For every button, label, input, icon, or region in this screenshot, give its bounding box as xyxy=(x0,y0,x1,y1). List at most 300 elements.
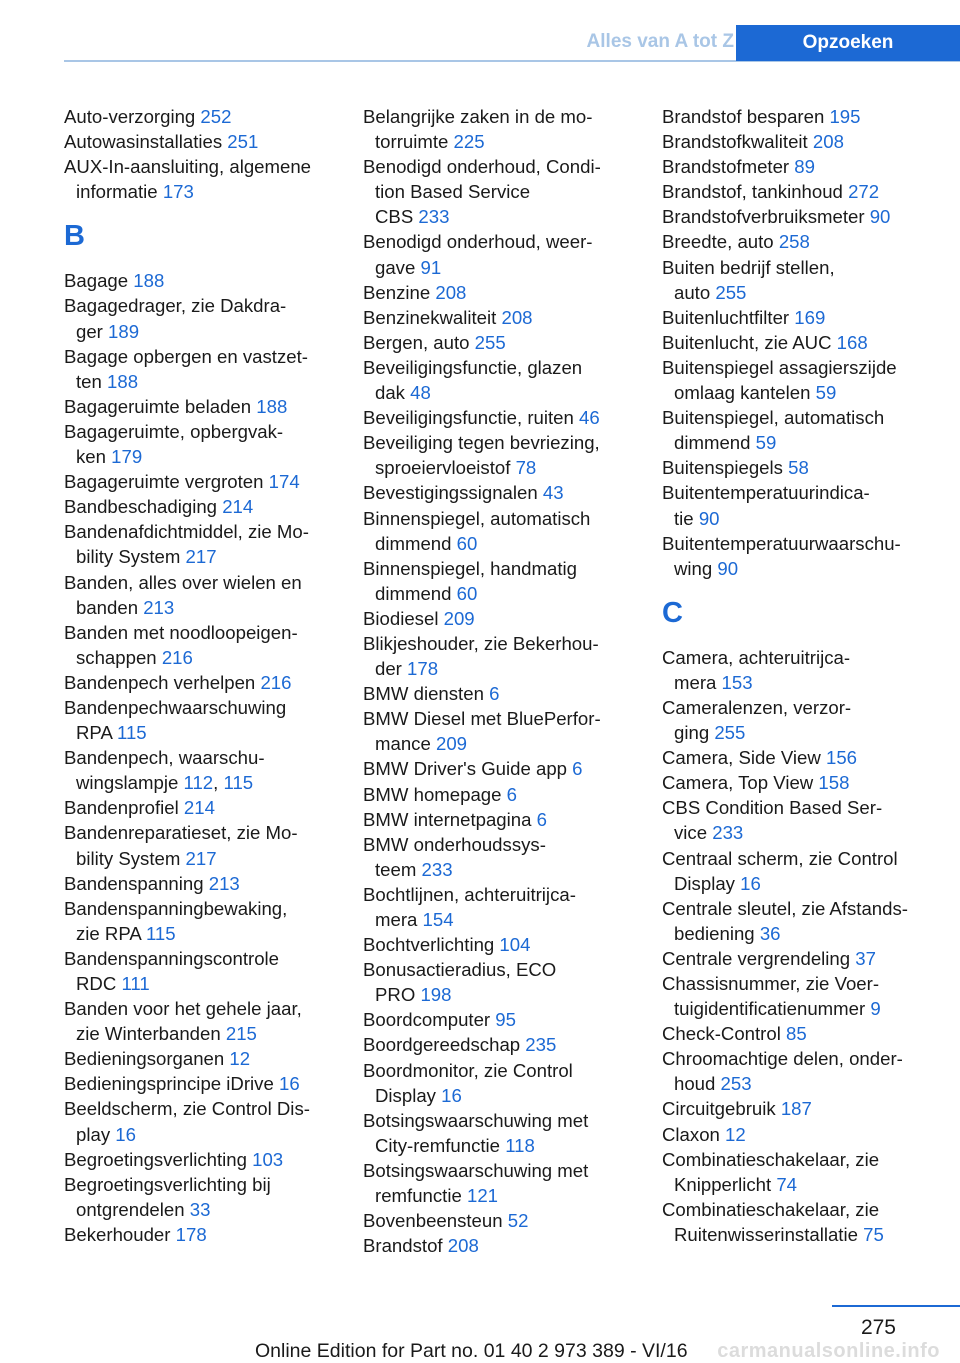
page-link[interactable]: 59 xyxy=(755,432,777,454)
page-link[interactable]: 187 xyxy=(780,1098,812,1120)
page-link[interactable]: 52 xyxy=(507,1210,529,1232)
page-link[interactable]: 251 xyxy=(227,131,259,153)
page-link[interactable]: 9 xyxy=(870,998,881,1020)
index-entry xyxy=(64,946,354,996)
page-link[interactable]: 74 xyxy=(776,1173,798,1195)
index-entry-text: Bandenspanningbewaking, xyxy=(64,897,288,919)
index-entry-text: Brandstof, tankinhoud xyxy=(662,181,849,203)
index-entry-text: Bandbeschadiging xyxy=(64,496,223,518)
index-entry-text: wingslampje xyxy=(76,772,184,794)
index-entry xyxy=(363,681,653,706)
index-entry-text: Bagage xyxy=(64,270,134,292)
index-entry xyxy=(363,606,653,631)
index-entry-text: ontgrendelen xyxy=(76,1198,190,1220)
index-entry xyxy=(662,896,956,946)
index-entry-text: dimmend xyxy=(375,532,457,554)
index-entry-text: Bandenspanningscontrole xyxy=(64,947,280,969)
page-link[interactable]: 178 xyxy=(407,658,439,680)
index-entry xyxy=(64,795,354,820)
page-link[interactable]: 233 xyxy=(712,822,744,844)
page-link[interactable]: 58 xyxy=(788,457,809,479)
index-letter-heading: C xyxy=(662,596,683,629)
page-link[interactable]: 78 xyxy=(515,457,537,479)
page-link[interactable]: 217 xyxy=(185,546,217,568)
page-link[interactable]: 208 xyxy=(812,131,844,153)
index-entry xyxy=(363,229,653,279)
index-entry xyxy=(662,1046,956,1096)
index-entry xyxy=(363,104,653,154)
index-entry-text: Brandstofmeter xyxy=(662,156,795,178)
index-entry xyxy=(64,670,354,695)
page-link[interactable]: 208 xyxy=(501,306,533,328)
page-link[interactable]: 198 xyxy=(420,984,452,1006)
index-entry-text: Buitenlucht, zie AUC xyxy=(662,331,837,353)
header-tab[interactable]: Opzoeken xyxy=(736,25,960,61)
page-link[interactable]: 111 xyxy=(121,973,150,994)
index-entry xyxy=(662,330,956,355)
index-entry-text: zie Winterbanden xyxy=(76,1023,226,1045)
index-entry-text: bility System xyxy=(76,847,186,869)
page-link[interactable]: 233 xyxy=(418,206,450,228)
index-entry xyxy=(363,756,653,781)
index-entry xyxy=(64,820,354,870)
index-entry-text: RDC xyxy=(76,973,122,994)
index-entry-text: Camera, achteruitrijca- xyxy=(662,646,851,668)
page-link[interactable]: 208 xyxy=(435,281,467,303)
index-entry-text: Bedieningsorganen xyxy=(64,1048,230,1070)
page-link[interactable]: 6 xyxy=(506,783,517,805)
index-entry-text: Banden voor het gehele jaar, xyxy=(64,998,302,1020)
index-entry xyxy=(363,506,653,556)
index-entry xyxy=(363,1108,653,1158)
index-entry-text: zie RPA xyxy=(76,922,146,944)
index-entry xyxy=(662,305,956,330)
page-link[interactable]: 188 xyxy=(256,395,288,417)
index-entry-text: Bagageruimte beladen xyxy=(64,395,257,417)
page-link[interactable]: 95 xyxy=(495,1009,516,1031)
index-entry-text: sproeiervloeistof xyxy=(375,457,516,479)
index-entry xyxy=(363,832,653,882)
index-entry xyxy=(662,770,956,795)
index-entry-text: Brandstof xyxy=(363,1235,448,1257)
index-entry-text: Binnenspiegel, automatisch xyxy=(363,507,591,529)
page-link[interactable]: 235 xyxy=(525,1034,557,1056)
index-entry-text: Buitenspiegel, automatisch xyxy=(662,407,885,429)
page-link[interactable]: 90 xyxy=(698,507,720,529)
page-link[interactable]: 90 xyxy=(869,206,891,228)
index-entry-text: Check-Control xyxy=(662,1023,787,1045)
index-entry-text: Bonusactieradius, ECO xyxy=(363,959,557,981)
index-entry xyxy=(662,1197,956,1247)
page-link[interactable]: 189 xyxy=(108,320,140,342)
edition-footer: Online Edition for Part no. 01 40 2 973 389 - VI/16 xyxy=(255,1340,688,1362)
index-entry-text: Boordcomputer xyxy=(363,1009,496,1031)
page-link[interactable]: 258 xyxy=(778,231,810,253)
index-entry-text: dimmend xyxy=(375,582,457,604)
index-entry xyxy=(64,344,354,394)
index-entry-text: schappen xyxy=(76,646,162,668)
page-link[interactable]: 154 xyxy=(422,909,454,930)
page-link[interactable]: 255 xyxy=(714,722,746,744)
index-entry-text: BMW diensten xyxy=(363,683,490,705)
index-entry xyxy=(363,1032,653,1057)
index-entry-text: bility System xyxy=(76,546,186,568)
index-entry-text: BMW internetpagina xyxy=(363,808,537,830)
index-entry-text: Beveiligingsfunctie, ruiten xyxy=(363,407,580,429)
index-entry xyxy=(662,1096,956,1121)
index-entry-text: Autowasinstallaties xyxy=(64,131,228,153)
index-entry-text: Display xyxy=(375,1084,442,1106)
page-link[interactable]: 118 xyxy=(505,1134,535,1156)
index-entry xyxy=(64,871,354,896)
index-column-3 xyxy=(662,104,956,1247)
page-link[interactable]: 209 xyxy=(443,607,475,629)
index-entry-text: Bandenafdichtmiddel, zie Mo- xyxy=(64,521,309,543)
index-entry xyxy=(64,996,354,1046)
index-entry xyxy=(662,695,956,745)
index-entry xyxy=(363,280,653,305)
index-entry xyxy=(662,1147,956,1197)
page-link[interactable]: 225 xyxy=(453,131,485,153)
page-link[interactable]: 6 xyxy=(489,683,500,705)
page-link[interactable]: 215 xyxy=(225,1023,257,1045)
page-link[interactable]: 169 xyxy=(794,306,826,328)
page-link[interactable]: 59 xyxy=(815,382,837,404)
index-entry xyxy=(363,405,653,430)
index-entry-text: tion Based Service xyxy=(375,181,531,203)
index-entry-text: Bandenspanning xyxy=(64,872,209,894)
page-link[interactable]: 121 xyxy=(466,1185,499,1207)
index-entry xyxy=(64,129,354,154)
index-column-2 xyxy=(363,104,653,1258)
index-entry-text: Bandenpech verhelpen xyxy=(64,671,261,693)
index-entry-text: Boordmonitor, zie Control xyxy=(363,1059,573,1081)
page-link[interactable]: 12 xyxy=(229,1048,251,1070)
page-link[interactable]: 156 xyxy=(825,747,858,769)
index-entry-text: Binnenspiegel, handmatig xyxy=(363,557,577,579)
page-link[interactable]: 60 xyxy=(456,532,478,554)
page-link[interactable]: 85 xyxy=(786,1023,807,1045)
page-link[interactable]: 188 xyxy=(107,370,139,392)
index-entry xyxy=(363,355,653,405)
index-entry-text: Camera, Side View xyxy=(662,747,826,769)
index-entry-text: mera xyxy=(375,909,423,930)
index-entry-text: auto xyxy=(674,281,716,303)
index-entry xyxy=(662,1122,956,1147)
index-entry-text: Centrale vergrendeling xyxy=(662,947,856,969)
index-entry-text: dimmend xyxy=(674,432,756,454)
index-entry-text: Botsingswaarschuwing met xyxy=(363,1109,589,1131)
index-entry-text: Display xyxy=(674,872,741,894)
index-entry xyxy=(662,795,956,845)
index-entry-text: Circuitgebruik xyxy=(662,1098,781,1120)
index-entry-text: Bergen, auto xyxy=(363,331,475,353)
index-entry-text: Blikjeshouder, zie Bekerhou- xyxy=(363,632,599,654)
page-link[interactable]: 6 xyxy=(536,808,547,830)
index-entry xyxy=(64,1071,354,1096)
index-entry-text: Boordgereedschap xyxy=(363,1034,526,1056)
page-link[interactable]: 174 xyxy=(268,471,300,493)
index-entry xyxy=(363,330,653,355)
page-link[interactable]: 16 xyxy=(115,1123,136,1145)
index-entry xyxy=(64,1046,354,1071)
index-entry-text: Chroomachtige delen, onder- xyxy=(662,1048,903,1070)
index-entry xyxy=(363,1158,653,1208)
page-link[interactable]: 75 xyxy=(863,1223,884,1245)
index-entry xyxy=(363,154,653,229)
index-entry xyxy=(64,570,354,620)
index-entry-text: tuigidentificatienummer xyxy=(674,998,871,1020)
index-entry-text: BMW Diesel met BluePerfor- xyxy=(363,708,601,730)
index-entry-text: Beveiligingsfunctie, glazen xyxy=(363,356,583,378)
page-link[interactable]: 153 xyxy=(721,671,753,693)
page-link[interactable]: 216 xyxy=(260,671,292,693)
index-entry xyxy=(363,706,653,756)
index-entry-text: Bagagedrager, zie Dakdra- xyxy=(64,295,287,317)
index-entry-text: remfunctie xyxy=(375,1185,467,1207)
index-entry xyxy=(363,556,653,606)
index-entry-text: banden xyxy=(76,596,144,618)
index-entry xyxy=(662,480,956,530)
index-entry-text: Beveiliging tegen bevriezing, xyxy=(363,432,600,454)
index-entry-text: Bochtverlichting xyxy=(363,934,500,956)
index-entry xyxy=(64,519,354,569)
index-entry-text: BMW homepage xyxy=(363,783,507,805)
index-entry xyxy=(64,104,354,129)
index-entry-text: Benodigd onderhoud, Condi- xyxy=(363,156,601,178)
index-entry-text: Beeldscherm, zie Control Dis- xyxy=(64,1098,310,1120)
page-link[interactable]: 91 xyxy=(420,256,442,278)
page-link[interactable]: 104 xyxy=(499,934,531,956)
page-link[interactable]: 46 xyxy=(579,407,600,429)
page-link[interactable]: 103 xyxy=(252,1148,284,1170)
page-number: 275 xyxy=(860,1316,896,1339)
index-entry-text: gave xyxy=(375,256,421,278)
page-link[interactable]: 37 xyxy=(855,947,876,969)
index-entry-text: Brandstofverbruiksmeter xyxy=(662,206,870,228)
index-entry-text: Buitentemperatuurwaarschu- xyxy=(662,532,901,554)
index-entry xyxy=(662,531,956,581)
index-entry-text: ger xyxy=(76,320,109,342)
index-entry xyxy=(363,1058,653,1108)
index-entry xyxy=(363,807,653,832)
page-link[interactable]: 209 xyxy=(435,733,468,755)
index-entry-text: Breedte, auto xyxy=(662,231,779,253)
index-entry xyxy=(64,268,354,293)
index-entry xyxy=(662,129,956,154)
index-entry-text: Biodiesel xyxy=(363,607,444,629)
index-entry xyxy=(363,957,653,1007)
index-entry-text: Buitentemperatuurindica- xyxy=(662,482,870,504)
index-entry-text: Brandstof besparen xyxy=(662,106,830,127)
index-entry-text: Brandstofkwaliteit xyxy=(662,131,813,153)
index-entry xyxy=(363,480,653,505)
page-link[interactable]: 90 xyxy=(717,557,739,579)
index-entry-text: Bagageruimte vergroten xyxy=(64,471,269,493)
page-link[interactable]: 115 xyxy=(117,722,147,744)
index-entry xyxy=(363,305,653,330)
index-column-1 xyxy=(64,104,354,1247)
index-entry-text: dak xyxy=(375,382,411,404)
index-entry-text: Chassisnummer, zie Voer- xyxy=(662,973,880,994)
page-link[interactable]: 115 xyxy=(223,772,254,794)
index-entry-text: Buitenluchtfilter xyxy=(662,306,795,328)
page-link[interactable]: 16 xyxy=(441,1084,462,1106)
index-entry-text: tie xyxy=(674,507,699,529)
index-entry-text: informatie xyxy=(76,181,163,203)
page-link[interactable]: 112 xyxy=(183,772,214,794)
page-link[interactable]: 255 xyxy=(474,331,506,353)
index-entry xyxy=(64,1096,354,1146)
index-entry xyxy=(662,971,956,1021)
index-entry xyxy=(662,179,956,204)
index-entry-text: Bandenprofiel xyxy=(64,797,184,819)
page-link[interactable]: 33 xyxy=(189,1198,211,1220)
index-entry-text: Bandenreparatieset, zie Mo- xyxy=(64,822,298,844)
index-entry-text: Banden met noodloopeigen- xyxy=(64,621,298,643)
page-link[interactable]: 179 xyxy=(111,446,143,468)
page-link[interactable]: 272 xyxy=(848,181,880,203)
index-entry-text: Camera, Top View xyxy=(662,772,819,794)
page-link[interactable]: 195 xyxy=(829,106,861,127)
index-entry-text: Knipperlicht xyxy=(674,1173,777,1195)
page-link[interactable]: 158 xyxy=(818,772,850,794)
index-entry-text: houd xyxy=(674,1073,721,1095)
index-entry xyxy=(64,469,354,494)
index-entry xyxy=(662,255,956,305)
index-entry-text: PRO xyxy=(375,984,421,1006)
page-link[interactable]: 6 xyxy=(572,758,583,780)
index-entry xyxy=(64,1172,354,1222)
page-link[interactable]: 188 xyxy=(133,270,165,292)
index-entry-text: Benodigd onderhoud, weer- xyxy=(363,231,593,253)
index-entry xyxy=(662,1021,956,1046)
page-link[interactable]: 168 xyxy=(836,331,868,353)
index-entry-text: Combinatieschakelaar, zie xyxy=(662,1198,880,1220)
page-link[interactable]: 16 xyxy=(740,872,761,894)
index-entry xyxy=(662,645,956,695)
index-entry-text: Benzine xyxy=(363,281,436,303)
page-link[interactable]: 233 xyxy=(421,858,453,880)
index-entry-text: Auto-verzorging xyxy=(64,106,201,127)
index-entry xyxy=(363,631,653,681)
index-entry-text: Claxon xyxy=(662,1123,726,1145)
index-entry-text: vice xyxy=(674,822,713,844)
index-entry-text: ten xyxy=(76,370,108,392)
index-entry-text: omlaag kantelen xyxy=(674,382,816,404)
page-link[interactable]: 252 xyxy=(200,106,232,127)
page-link[interactable]: 36 xyxy=(759,922,781,944)
footer-rule xyxy=(832,1305,960,1307)
index-entry-text: BMW Driver's Guide app xyxy=(363,758,573,780)
index-entry xyxy=(64,620,354,670)
index-entry-text: Cameralenzen, verzor- xyxy=(662,696,852,718)
index-entry-text: bediening xyxy=(674,922,760,944)
index-entry xyxy=(64,154,354,204)
index-entry xyxy=(64,896,354,946)
index-entry xyxy=(64,494,354,519)
index-entry-text: Bochtlijnen, achteruitrijca- xyxy=(363,883,576,905)
index-entry xyxy=(64,1222,354,1247)
index-entry xyxy=(662,355,956,405)
index-entry xyxy=(363,1208,653,1233)
page-link[interactable]: 178 xyxy=(175,1223,207,1245)
index-entry-text: Centrale sleutel, zie Afstands- xyxy=(662,897,908,919)
index-entry xyxy=(662,745,956,770)
index-entry-text: Bagage opbergen en vastzet- xyxy=(64,345,308,367)
page-link[interactable]: 214 xyxy=(183,797,215,819)
page-link[interactable]: 214 xyxy=(222,496,254,518)
index-entry xyxy=(662,229,956,254)
index-entry-text: Bandenpech, waarschu- xyxy=(64,747,265,769)
index-entry-text: Buitenspiegel assagierszijde xyxy=(662,356,897,378)
header-section-title: Alles van A tot Z xyxy=(586,31,734,52)
index-entry-text: Begroetingsverlichting bij xyxy=(64,1173,271,1195)
index-entry xyxy=(64,419,354,469)
index-entry-text: Bagageruimte, opbergvak- xyxy=(64,420,284,442)
page-link[interactable]: 115 xyxy=(145,922,176,944)
index-entry-text: Bovenbeensteun xyxy=(363,1210,508,1232)
index-entry xyxy=(662,104,956,129)
index-entry-text: ken xyxy=(76,446,112,468)
page-link[interactable]: 255 xyxy=(715,281,747,303)
index-entry-text: Banden, alles over wielen en xyxy=(64,571,302,593)
page-link[interactable]: 213 xyxy=(143,596,175,618)
index-entry-text: Bekerhouder xyxy=(64,1223,176,1245)
index-entry-text: Centraal scherm, zie Control xyxy=(662,847,898,869)
page-link[interactable]: 208 xyxy=(447,1235,479,1257)
page-link[interactable]: 213 xyxy=(208,872,240,894)
index-entry-text: Bedieningsprincipe iDrive xyxy=(64,1073,279,1095)
index-entry-text: play xyxy=(76,1123,116,1145)
index-entry-text: Benzinekwaliteit xyxy=(363,306,502,328)
index-entry xyxy=(662,455,956,480)
index-entry-text: der xyxy=(375,658,408,680)
page-link[interactable]: 89 xyxy=(794,156,815,178)
index-entry-text: wing xyxy=(674,557,718,579)
index-entry xyxy=(64,745,354,795)
index-entry-text: Begroetingsverlichting xyxy=(64,1148,253,1170)
page-link[interactable]: 253 xyxy=(720,1073,752,1095)
page-link[interactable]: 60 xyxy=(456,582,478,604)
index-entry-text: CBS xyxy=(375,206,419,228)
page-separator: , xyxy=(213,772,224,794)
index-entry-text: Bandenpechwaarschuwing xyxy=(64,696,287,718)
index-entry-text: RPA xyxy=(76,722,117,744)
index-entry xyxy=(662,405,956,455)
page-link[interactable]: 216 xyxy=(161,646,193,668)
index-entry xyxy=(64,293,354,343)
page-link[interactable]: 173 xyxy=(162,181,194,203)
watermark-logo: carmanualsonline.info xyxy=(717,1340,940,1362)
index-entry-text: torruimte xyxy=(375,131,454,153)
index-entry xyxy=(363,430,653,480)
index-entry-text: Botsingswaarschuwing met xyxy=(363,1159,589,1181)
page-link[interactable]: 16 xyxy=(278,1073,300,1095)
index-entry-text: mera xyxy=(674,671,722,693)
index-entry-text: Ruitenwisserinstallatie xyxy=(674,1223,864,1245)
page-link[interactable]: 43 xyxy=(542,482,564,504)
index-entry xyxy=(662,946,956,971)
page-link[interactable]: 217 xyxy=(185,847,217,869)
index-entry-text: Combinatieschakelaar, zie xyxy=(662,1148,880,1170)
index-entry-text: City-remfunctie xyxy=(375,1134,506,1156)
index-entry-text: Buitenspiegels xyxy=(662,457,789,479)
page-link[interactable]: 12 xyxy=(725,1123,746,1145)
page-link[interactable]: 48 xyxy=(410,382,431,404)
index-entry xyxy=(363,782,653,807)
index-entry xyxy=(363,1007,653,1032)
